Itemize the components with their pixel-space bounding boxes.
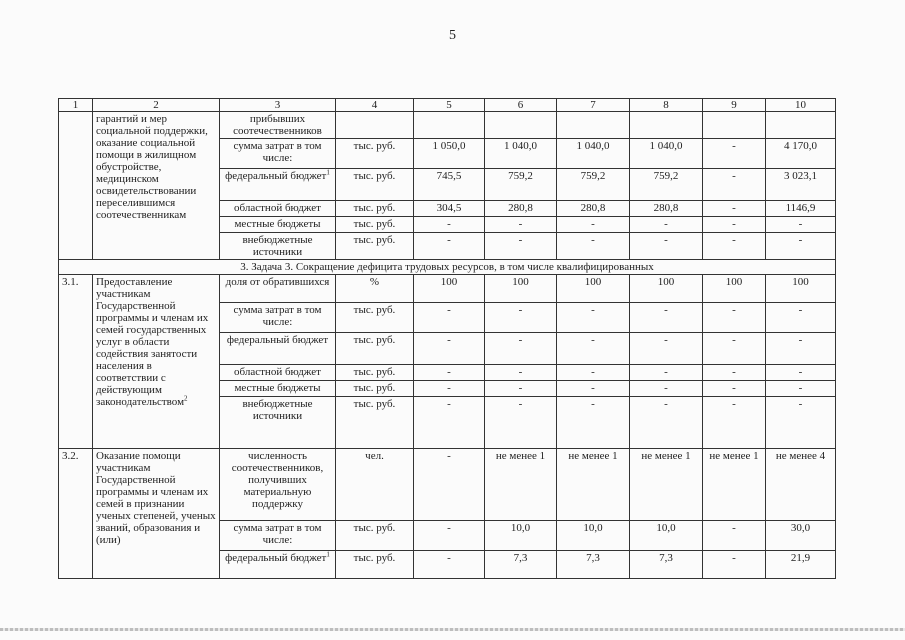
row-number: 3.2. bbox=[59, 449, 93, 579]
value-cell: - bbox=[766, 303, 836, 333]
footnote-mark: 2 bbox=[184, 394, 188, 403]
unit-cell: тыс. руб. bbox=[336, 551, 414, 579]
value-cell: - bbox=[485, 333, 557, 365]
indicator-cell: областной бюджет bbox=[220, 365, 336, 381]
value-cell: - bbox=[766, 397, 836, 449]
measure-label: Оказание помощи участникам Государственной программы и членам их семей в признании ученых степеней, ученых званий, образования и (или) bbox=[93, 449, 220, 579]
value-cell: 10,0 bbox=[630, 521, 703, 551]
indicator-cell: сумма затрат в том числе: bbox=[220, 139, 336, 169]
value-cell: 1 040,0 bbox=[630, 139, 703, 169]
value-cell: - bbox=[485, 217, 557, 233]
value-cell: 10,0 bbox=[485, 521, 557, 551]
value-cell: 745,5 bbox=[414, 169, 485, 201]
col-header: 5 bbox=[414, 99, 485, 112]
value-cell: - bbox=[485, 381, 557, 397]
value-cell bbox=[703, 112, 766, 139]
indicator-cell: доля от обратившихся bbox=[220, 275, 336, 303]
header-row bbox=[59, 99, 836, 112]
value-cell: - bbox=[414, 381, 485, 397]
value-cell: - bbox=[557, 217, 630, 233]
indicator-cell: местные бюджеты bbox=[220, 381, 336, 397]
table-row bbox=[59, 449, 836, 521]
col-header: 10 bbox=[766, 99, 836, 112]
value-cell: 1 050,0 bbox=[414, 139, 485, 169]
col-header: 9 bbox=[703, 99, 766, 112]
value-cell: 1 040,0 bbox=[485, 139, 557, 169]
value-cell: - bbox=[414, 449, 485, 521]
unit-cell bbox=[336, 112, 414, 139]
indicator-cell: внебюджетные источники bbox=[220, 233, 336, 260]
value-cell: - bbox=[630, 397, 703, 449]
value-cell: 280,8 bbox=[485, 201, 557, 217]
value-cell: - bbox=[766, 333, 836, 365]
value-cell: - bbox=[703, 303, 766, 333]
unit-cell: тыс. руб. bbox=[336, 217, 414, 233]
indicator-cell: сумма затрат в том числе: bbox=[220, 521, 336, 551]
value-cell: 759,2 bbox=[630, 169, 703, 201]
unit-cell: тыс. руб. bbox=[336, 201, 414, 217]
value-cell: - bbox=[703, 169, 766, 201]
value-cell: - bbox=[703, 217, 766, 233]
indicator-cell: прибывших соотечественников bbox=[220, 112, 336, 139]
value-cell: 1 040,0 bbox=[557, 139, 630, 169]
value-cell: - bbox=[557, 233, 630, 260]
unit-cell: тыс. руб. bbox=[336, 139, 414, 169]
value-cell: - bbox=[414, 551, 485, 579]
value-cell: - bbox=[557, 303, 630, 333]
value-cell: - bbox=[630, 217, 703, 233]
value-cell: 100 bbox=[766, 275, 836, 303]
value-cell: - bbox=[630, 233, 703, 260]
value-cell: 100 bbox=[414, 275, 485, 303]
value-cell: 4 170,0 bbox=[766, 139, 836, 169]
value-cell: 7,3 bbox=[630, 551, 703, 579]
value-cell: 100 bbox=[557, 275, 630, 303]
value-cell: 7,3 bbox=[485, 551, 557, 579]
section-row bbox=[59, 260, 836, 275]
value-cell: - bbox=[414, 217, 485, 233]
value-cell: - bbox=[414, 521, 485, 551]
value-cell: - bbox=[414, 303, 485, 333]
indicator-cell: местные бюджеты bbox=[220, 217, 336, 233]
col-header: 8 bbox=[630, 99, 703, 112]
value-cell: - bbox=[703, 365, 766, 381]
value-cell: 100 bbox=[485, 275, 557, 303]
unit-cell: тыс. руб. bbox=[336, 333, 414, 365]
measure-label: гарантий и мер социальной поддержки, оказание социальной помощи в жилищном обустройстве, медицинском освидетельствовании переселившимся соотечественникам bbox=[93, 112, 220, 260]
value-cell: - bbox=[414, 365, 485, 381]
value-cell: - bbox=[485, 303, 557, 333]
value-cell: 304,5 bbox=[414, 201, 485, 217]
value-cell: - bbox=[766, 217, 836, 233]
indicator-cell: внебюджетные источники bbox=[220, 397, 336, 449]
value-cell: - bbox=[557, 397, 630, 449]
value-cell: 3 023,1 bbox=[766, 169, 836, 201]
value-cell: 100 bbox=[703, 275, 766, 303]
col-header: 6 bbox=[485, 99, 557, 112]
measure-label: Предоставление участникам Государственной программы и членам их семей государственных услуг в области содействия занятости населения в соответствии с действующим законодательством$^2$ bbox=[93, 275, 220, 449]
scan-edge bbox=[0, 628, 905, 631]
col-header: 7 bbox=[557, 99, 630, 112]
unit-cell: тыс. руб. bbox=[336, 521, 414, 551]
value-cell bbox=[557, 112, 630, 139]
value-cell: не менее 1 bbox=[485, 449, 557, 521]
value-cell: 100 bbox=[630, 275, 703, 303]
value-cell: - bbox=[766, 233, 836, 260]
value-cell: - bbox=[485, 397, 557, 449]
table-row bbox=[59, 112, 836, 139]
value-cell: - bbox=[485, 365, 557, 381]
value-cell: - bbox=[630, 333, 703, 365]
value-cell: - bbox=[630, 381, 703, 397]
value-cell: - bbox=[414, 333, 485, 365]
value-cell: не менее 4 bbox=[766, 449, 836, 521]
unit-cell: тыс. руб. bbox=[336, 169, 414, 201]
indicator-cell: сумма затрат в том числе: bbox=[220, 303, 336, 333]
value-cell: - bbox=[703, 233, 766, 260]
value-cell: не менее 1 bbox=[630, 449, 703, 521]
value-cell: 21,9 bbox=[766, 551, 836, 579]
value-cell: - bbox=[703, 333, 766, 365]
col-header: 2 bbox=[93, 99, 220, 112]
value-cell: 30,0 bbox=[766, 521, 836, 551]
unit-cell: тыс. руб. bbox=[336, 397, 414, 449]
section-title: 3. Задача 3. Сокращение дефицита трудовых ресурсов, в том числе квалифицированных bbox=[59, 260, 836, 275]
indicator-cell: областной бюджет bbox=[220, 201, 336, 217]
value-cell: - bbox=[414, 397, 485, 449]
value-cell: 759,2 bbox=[485, 169, 557, 201]
row-number bbox=[59, 112, 93, 260]
footnote-mark: 1 bbox=[326, 168, 330, 177]
page-number: 5 bbox=[449, 28, 456, 43]
value-cell: - bbox=[703, 381, 766, 397]
value-cell: - bbox=[703, 201, 766, 217]
value-cell: - bbox=[557, 333, 630, 365]
unit-cell: чел. bbox=[336, 449, 414, 521]
indicator-cell: федеральный бюджет bbox=[220, 333, 336, 365]
col-header: 1 bbox=[59, 99, 93, 112]
value-cell bbox=[630, 112, 703, 139]
unit-cell: тыс. руб. bbox=[336, 365, 414, 381]
value-cell: - bbox=[485, 233, 557, 260]
program-table bbox=[58, 98, 836, 579]
unit-cell: тыс. руб. bbox=[336, 303, 414, 333]
value-cell: - bbox=[703, 397, 766, 449]
value-cell: 1146,9 bbox=[766, 201, 836, 217]
value-cell: - bbox=[557, 381, 630, 397]
value-cell: 280,8 bbox=[630, 201, 703, 217]
value-cell: 10,0 bbox=[557, 521, 630, 551]
col-header: 3 bbox=[220, 99, 336, 112]
value-cell: - bbox=[766, 381, 836, 397]
unit-cell: тыс. руб. bbox=[336, 381, 414, 397]
indicator-cell: федеральный бюджет$^1$ bbox=[220, 169, 336, 201]
value-cell: - bbox=[630, 303, 703, 333]
value-cell: не менее 1 bbox=[703, 449, 766, 521]
value-cell: - bbox=[766, 365, 836, 381]
indicator-cell: численность соотечественников, получивших материальную поддержку bbox=[220, 449, 336, 521]
value-cell: 7,3 bbox=[557, 551, 630, 579]
value-cell: - bbox=[703, 139, 766, 169]
value-cell: - bbox=[703, 521, 766, 551]
indicator-cell: федеральный бюджет$^1$ bbox=[220, 551, 336, 579]
value-cell bbox=[485, 112, 557, 139]
value-cell: - bbox=[557, 365, 630, 381]
col-header: 4 bbox=[336, 99, 414, 112]
unit-cell: тыс. руб. bbox=[336, 233, 414, 260]
value-cell bbox=[766, 112, 836, 139]
value-cell bbox=[414, 112, 485, 139]
row-number: 3.1. bbox=[59, 275, 93, 449]
value-cell: - bbox=[630, 365, 703, 381]
value-cell: - bbox=[703, 551, 766, 579]
value-cell: 759,2 bbox=[557, 169, 630, 201]
value-cell: 280,8 bbox=[557, 201, 630, 217]
value-cell: не менее 1 bbox=[557, 449, 630, 521]
table-row bbox=[59, 275, 836, 303]
footnote-mark: 1 bbox=[326, 550, 330, 559]
value-cell: - bbox=[414, 233, 485, 260]
unit-cell: % bbox=[336, 275, 414, 303]
